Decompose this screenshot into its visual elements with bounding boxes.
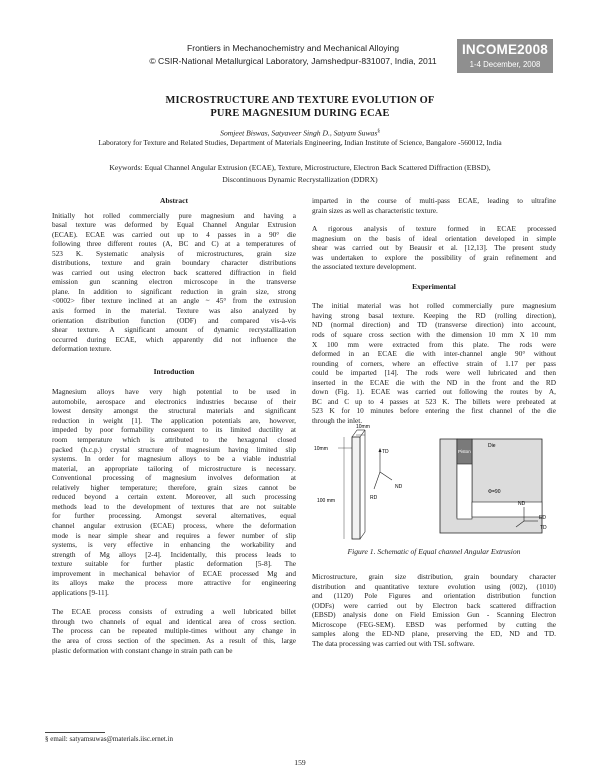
text-line: texture suitable for further plastic deformation [5-8]. The <box>52 559 296 569</box>
text-line: reduced beyond a certain extent. Moreover, all such processing <box>52 492 296 502</box>
text-line: Initially hot rolled commercially pure magnesium and having a <box>52 210 296 220</box>
text-line: down (Fig. 1). ECAE was carried out following the routes by A, <box>312 387 556 397</box>
text-line: could be imparted [14]. The rods were well lubricated and then <box>312 368 556 378</box>
left-column <box>52 196 296 655</box>
dim-10mm-top: 10mm <box>356 424 370 430</box>
text-line: material, an appropriate tailoring of microstructure is necessary. <box>52 463 296 473</box>
text-line: BC and C up to 4 passes at 523 K. The billets were preheated at <box>312 396 556 406</box>
text-line: for further processing. Amongst several alternatives, equal <box>52 511 296 521</box>
text-line: plane. In addition to significant reduction in grain size, strong <box>52 286 296 296</box>
conference-name: Frontiers in Mechanochemistry and Mechanical Alloying <box>186 43 400 53</box>
text-line: improvement in mechanical behavior of ECAE processed Mg and <box>52 568 296 578</box>
intro-continuation <box>312 196 556 215</box>
abstract-body <box>52 211 296 354</box>
text-line: reduction in weight [1]. The application potentials are, however, <box>52 415 296 425</box>
text-line: 523 K. Systematic analysis of microstructures, grain size <box>52 248 296 258</box>
billet <box>352 437 360 539</box>
dim-10mm-left: 10mm <box>314 446 328 452</box>
text-line: strength of Mg alloys [2-4]. Incidentally, this process leads to <box>52 549 296 559</box>
text-line: orientation distribution function (ODF) and compared vis-à-vis <box>52 315 296 325</box>
text-line: inserted in the ECAE die with the ND in the front and the RD <box>312 377 556 387</box>
page-number: 159 <box>294 758 306 767</box>
text-line: The initial material was hot rolled commercially pure magnesium <box>312 301 556 311</box>
badge-date: 1-4 December, 2008 <box>469 60 541 69</box>
text-line: impeded by poor formability consequent to its limited ductility at <box>52 425 296 435</box>
text-line: <0002> fiber texture inclined at an angle ~ 45° from the extrusion <box>52 296 296 306</box>
intro-para-3 <box>312 224 556 272</box>
text-line: methods lead to the development of textures that are not suitable <box>52 501 296 511</box>
text-line: imparted in the course of multi-pass ECAE, leading to ultrafine <box>312 196 556 205</box>
text-line: emission gun scanning electron microscope in the transverse <box>52 277 296 287</box>
text-line: (EBSD) analysis done on Field Emission Gun - Scanning Electron <box>312 610 556 620</box>
text-line: The process can be repeated multiple-times without any change in <box>52 626 296 636</box>
text-line: Conventional processing of magnesium involves deformation at <box>52 473 296 483</box>
text-line: packed (h.c.p.) crystal structure of magnesium having limited slip <box>52 444 296 454</box>
text-line: rods of square cross section with the dimension 10 mm X 10 mm <box>312 330 556 340</box>
label-td: TD <box>382 449 389 455</box>
text-line: Microstructure, grain size distribution, grain boundary character <box>312 572 556 581</box>
text-line: was carried out using electron back scattered diffraction in field <box>52 267 296 277</box>
text-line: and (1120) Pole Figures and orientation distribution function <box>312 591 556 601</box>
text-line: following three different routes (A, BC and C) at a temperatures of <box>52 239 296 249</box>
text-line: 523 K for 10 minutes before entering the first channel of the die <box>312 406 556 416</box>
text-line: deformation texture. <box>52 344 112 354</box>
author-footnote-mark: § <box>377 129 380 134</box>
text-line: shear texture. A significant amount of dynamic recrystallization <box>52 325 296 335</box>
text-line: samples along the ED-ND plane, preserving the ED, ND and TD. <box>312 629 556 639</box>
footnote-rule <box>45 732 105 733</box>
label-ed: ED <box>539 515 546 521</box>
text-line: Microscope (FEG-SEM). EBSD was performed by cutting the <box>312 619 556 629</box>
experimental-heading: Experimental <box>412 281 456 291</box>
text-line: room temperature which is attributed to the hexagonal closed <box>52 435 296 445</box>
text-line: Magnesium alloys have very high potential to be used in <box>52 387 296 397</box>
label-td-out: TD <box>540 525 547 531</box>
text-line: relatively higher temperature; therefore, grain sizes cannot be <box>52 482 296 492</box>
text-line: automobile, aerospace and electronics industries because of their <box>52 396 296 406</box>
introduction-para-1 <box>52 387 296 597</box>
paper-title: MICROSTRUCTURE AND TEXTURE EVOLUTION OF PURE MAGNESIUM DURING ECAE <box>165 95 435 119</box>
text-line: basal texture was deformed by Equal Channel Angular Extrusion <box>52 220 296 230</box>
figure-caption: Figure 1. Schematic of Equal channel Angular Extrusion <box>347 547 521 556</box>
text-line: axis formed in the material. Texture was also analyzed by <box>52 306 296 316</box>
text-line: shear was carried out by Beausir et al. [12,13]. The present study <box>312 243 556 253</box>
label-rd: RD <box>370 495 378 501</box>
introduction-heading: Introduction <box>153 366 195 376</box>
text-line: occurred during ECAE, which apparently did not influence the <box>52 334 296 344</box>
authors: Somjeet Biswas, Satyaveer Singh D., Satyam Suwas§ <box>220 128 380 138</box>
text-line: X 100 mm were extracted from this plate. The rods were <box>312 339 556 349</box>
ecae-schematic <box>312 375 556 545</box>
text-line: plastic deformation with constant change in strain path can be <box>52 645 233 655</box>
text-line: ND (normal direction) and TD (transverse direction) into account, <box>312 320 556 330</box>
keywords: Keywords: Equal Channel Angular Extrusion (ECAE), Texture, Microstructure, Electron Back Scattered Diffraction (EBSD), Discontinuous Dynamic Recrystallization (DDRX) <box>109 163 491 184</box>
text-line: rounding of corners, where an effective strain of 1.17 per pass <box>312 358 556 368</box>
text-line: the associated texture development. <box>312 262 417 272</box>
text-line: the area of cross section of the specimen. As a result of this, large <box>52 635 296 645</box>
text-line: systems, is very effective in enhancing the workability and <box>52 540 296 550</box>
label-phi: Φ=90 <box>488 489 501 495</box>
text-line: A rigorous analysis of texture formed in ECAE processed <box>312 224 556 234</box>
text-line: through the inlet. <box>312 415 363 425</box>
text-line: The ECAE process consists of extruding a well lubricated billet <box>52 607 296 617</box>
text-line: applications [9-11]. <box>52 587 109 597</box>
text-line: magnesium on the basis of ideal orientation developed in simple <box>312 233 556 243</box>
text-line: having strong basal texture. Keeping the RD (rolling direction), <box>312 310 556 320</box>
label-die: Die <box>488 443 496 449</box>
experimental-para-2 <box>312 572 556 648</box>
affiliation: Laboratory for Texture and Related Studies, Department of Materials Engineering, Indian Institute of Science, Bangalore -560012, India <box>98 138 502 147</box>
text-line: through two channels of equal and identical area of cross section. <box>52 616 296 626</box>
text-line: deformed in an ECAE die with inter-channel angle 90° without <box>312 349 556 359</box>
running-header <box>128 42 458 67</box>
text-line: systems. In order for magnesium alloys to be a viable industrial <box>52 454 296 464</box>
text-line: distribution and quantitative texture evolution using (002), (1010) <box>312 581 556 591</box>
label-nd: ND <box>395 484 403 490</box>
text-line: distributions, texture and grain boundary character distributions <box>52 258 296 268</box>
text-line: was undertaken to explore the possibility of grain refinement and <box>312 252 556 262</box>
abstract-heading: Abstract <box>160 196 188 205</box>
introduction-para-2 <box>52 607 296 655</box>
copyright-line: © CSIR-National Metallurgical Laboratory, Jamshedpur-831007, India, 2011 <box>149 55 437 66</box>
ecae-die <box>440 439 542 533</box>
dim-100mm: 100 mm <box>317 498 336 504</box>
label-piston: Piston <box>458 449 471 454</box>
text-line: (ODFs) were carried out by Electron back scattered diffraction <box>312 600 556 610</box>
text-line: The data processing was carried out with TSL software. <box>312 638 475 648</box>
conference-badge <box>457 39 553 73</box>
text-line: channel angular extrusion (ECAE) process, where the deformation <box>52 520 296 530</box>
text-line: (ECAE). ECAE was carried out up to 4 passes in a 90° die <box>52 229 296 239</box>
text-line: lowest density amongst the structural materials and significant <box>52 406 296 416</box>
text-line: mode is near simple shear and requires a fewer number of slip <box>52 530 296 540</box>
footnote: § email: satyamsuwas@materials.iisc.ernet.in <box>45 735 173 743</box>
badge-title: INCOME2008 <box>461 42 549 57</box>
text-line: its alloys make the process more attractive for engineering <box>52 578 296 588</box>
label-nd-out: ND <box>518 501 526 507</box>
text-line: grain sizes as well as characteristic texture. <box>312 205 438 215</box>
